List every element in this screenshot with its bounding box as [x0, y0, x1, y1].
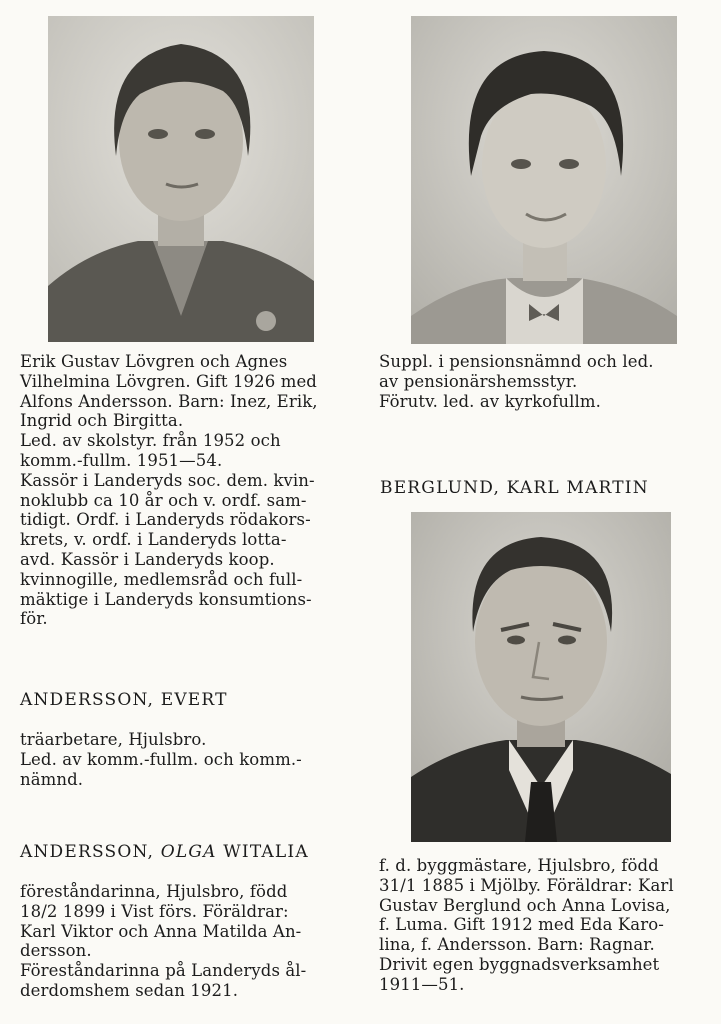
- text-line: för.: [20, 609, 48, 629]
- text-line: derdomshem sedan 1921.: [20, 980, 239, 1000]
- text-line: avd. Kassör i Landeryds koop.: [20, 549, 275, 569]
- text-line: dersson.: [20, 941, 92, 961]
- text-line: Alfons Andersson. Barn: Inez, Erik,: [20, 391, 318, 411]
- text-line: Karl Viktor och Anna Matilda An-: [20, 921, 302, 941]
- text-line: föreståndarinna, Hjulsbro, född: [20, 882, 288, 901]
- text-line: Föreståndarinna på Landeryds ål-: [20, 961, 307, 981]
- text-line: lina, f. Andersson. Barn: Ragnar.: [379, 935, 655, 955]
- text-line: komm.-fullm. 1951—54.: [20, 450, 223, 470]
- portrait-photo-top-right: [411, 16, 677, 344]
- text-line: Drivit egen byggnadsverksamhet: [379, 954, 660, 974]
- text-line: 31/1 1885 i Mjölby. Föräldrar: Karl: [379, 875, 674, 895]
- text-line: f. Luma. Gift 1912 med Eda Karo-: [379, 915, 664, 935]
- entry-name-olga: [20, 842, 309, 862]
- entry-name-berglund: BERGLUND, KARL MARTIN: [380, 478, 649, 498]
- text-line: Förutv. led. av kyrkofullm.: [379, 391, 601, 411]
- text-line: Gustav Berglund och Anna Lovisa,: [379, 895, 671, 915]
- text-line: noklubb ca 10 år och v. ordf. sam-: [20, 490, 307, 510]
- text-line: mäktige i Landeryds konsumtions-: [20, 589, 312, 609]
- portrait-photo-berglund: [411, 512, 671, 842]
- portrait-woman-illustration: [48, 16, 314, 342]
- given-name: OLGA: [160, 842, 217, 862]
- olga-biography-continued: [20, 352, 348, 629]
- middle-name: WITALIA: [223, 842, 309, 862]
- berglund-biography: [379, 856, 709, 995]
- text-line: kvinnogille, medlemsråd och full-: [20, 569, 303, 589]
- text-line: Vilhelmina Lövgren. Gift 1926 med: [20, 371, 317, 391]
- portrait-photo-top-left: [48, 16, 314, 342]
- text-line: träarbetare, Hjulsbro.: [20, 730, 207, 749]
- olga-biography: [20, 882, 348, 1001]
- text-line: tidigt. Ordf. i Landeryds rödakors-: [20, 510, 311, 530]
- text-line: 1911—51.: [379, 974, 465, 994]
- evert-biography: [20, 730, 348, 789]
- text-line: Led. av skolstyr. från 1952 och: [20, 431, 281, 451]
- text-line: nämnd.: [20, 769, 84, 789]
- entry-name-evert: ANDERSSON, EVERT: [20, 690, 228, 710]
- text-line: 18/2 1899 i Vist förs. Föräldrar:: [20, 901, 289, 921]
- text-line: Led. av komm.-fullm. och komm.-: [20, 749, 302, 769]
- text-line: Ingrid och Birgitta.: [20, 411, 184, 431]
- surname: ANDERSSON,: [20, 842, 155, 862]
- text-line: Erik Gustav Lövgren och Agnes: [20, 352, 288, 371]
- portrait-woman-illustration: [411, 16, 677, 344]
- text-line: av pensionärshemsstyr.: [379, 371, 578, 391]
- top-right-biography-continued: [379, 352, 709, 411]
- text-line: Kassör i Landeryds soc. dem. kvin-: [20, 470, 315, 490]
- text-line: f. d. byggmästare, Hjulsbro, född: [379, 856, 659, 875]
- text-line: Suppl. i pensionsnämnd och led.: [379, 352, 654, 371]
- text-line: krets, v. ordf. i Landeryds lotta-: [20, 530, 287, 550]
- portrait-man-illustration: [411, 512, 671, 842]
